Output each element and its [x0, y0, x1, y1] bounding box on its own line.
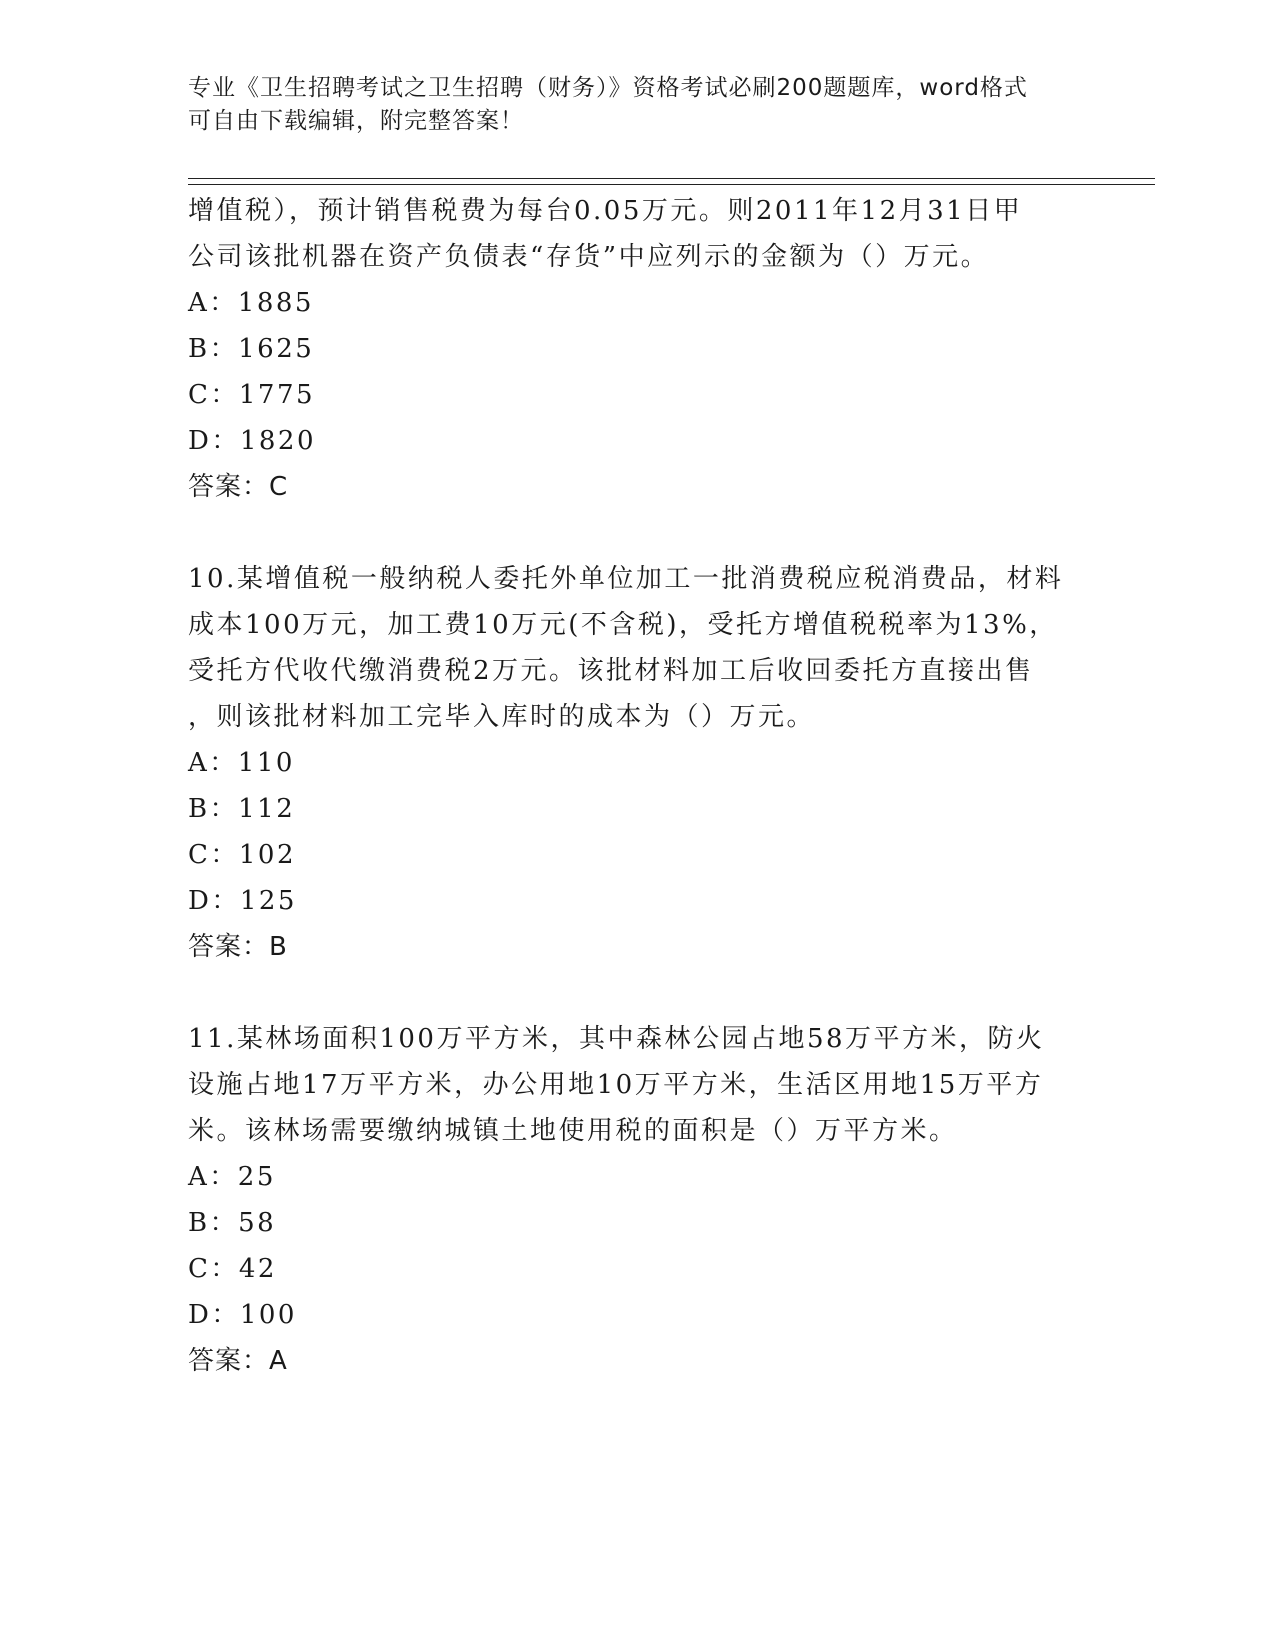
header-rule-bottom — [188, 184, 1155, 185]
answer-line: 答案：C — [188, 472, 289, 502]
answer-line: 答案：B — [188, 932, 288, 962]
answer-line: 答案：A — [188, 1346, 288, 1376]
question-block-9 — [188, 188, 1088, 510]
question-text-line: 10.某增值税一般纳税人委托外单位加工一批消费税应税消费品，材料 — [188, 564, 1064, 594]
header-line-1: 专业《卫生招聘考试之卫生招聘（财务）》资格考试必刷200题题库，word格式 — [188, 75, 1028, 101]
question-text-line: 米。该林场需要缴纳城镇土地使用税的面积是（）万平方米。 — [188, 1116, 958, 1146]
option-b: B：58 — [188, 1208, 277, 1238]
question-text-line: 设施占地17万平方米，办公用地10万平方米，生活区用地15万平方 — [188, 1070, 1044, 1100]
header-rule-top — [188, 178, 1155, 179]
option-d: D：1820 — [188, 426, 317, 456]
question-text-line: ，则该批材料加工完毕入库时的成本为（）万元。 — [188, 702, 816, 732]
question-block-10 — [188, 556, 1088, 970]
option-c: C：1775 — [188, 380, 316, 410]
option-b: B：1625 — [188, 334, 315, 364]
question-text-line: 公司该批机器在资产负债表“存货”中应列示的金额为（）万元。 — [188, 242, 990, 272]
option-a: A：110 — [188, 748, 295, 778]
question-text-line: 成本100万元，加工费10万元(不含税)，受托方增值税税率为13%， — [188, 610, 1058, 640]
document-header — [188, 72, 1068, 138]
option-a: A：25 — [188, 1162, 276, 1192]
question-text-line: 增值税），预计销售税费为每台0.05万元。则2011年12月31日甲 — [188, 196, 1023, 226]
option-b: B：112 — [188, 794, 296, 824]
question-list — [188, 188, 1088, 1384]
header-line-2: 可自由下载编辑，附完整答案！ — [188, 108, 524, 134]
option-a: A：1885 — [188, 288, 314, 318]
option-d: D：100 — [188, 1300, 297, 1330]
option-c: C：42 — [188, 1254, 277, 1284]
option-c: C：102 — [188, 840, 297, 870]
option-d: D：125 — [188, 886, 297, 916]
question-text-line: 受托方代收代缴消费税2万元。该批材料加工后收回委托方直接出售 — [188, 656, 1034, 686]
question-text-line: 11.某林场面积100万平方米，其中森林公园占地58万平方米，防火 — [188, 1024, 1045, 1054]
question-block-11 — [188, 1016, 1088, 1384]
